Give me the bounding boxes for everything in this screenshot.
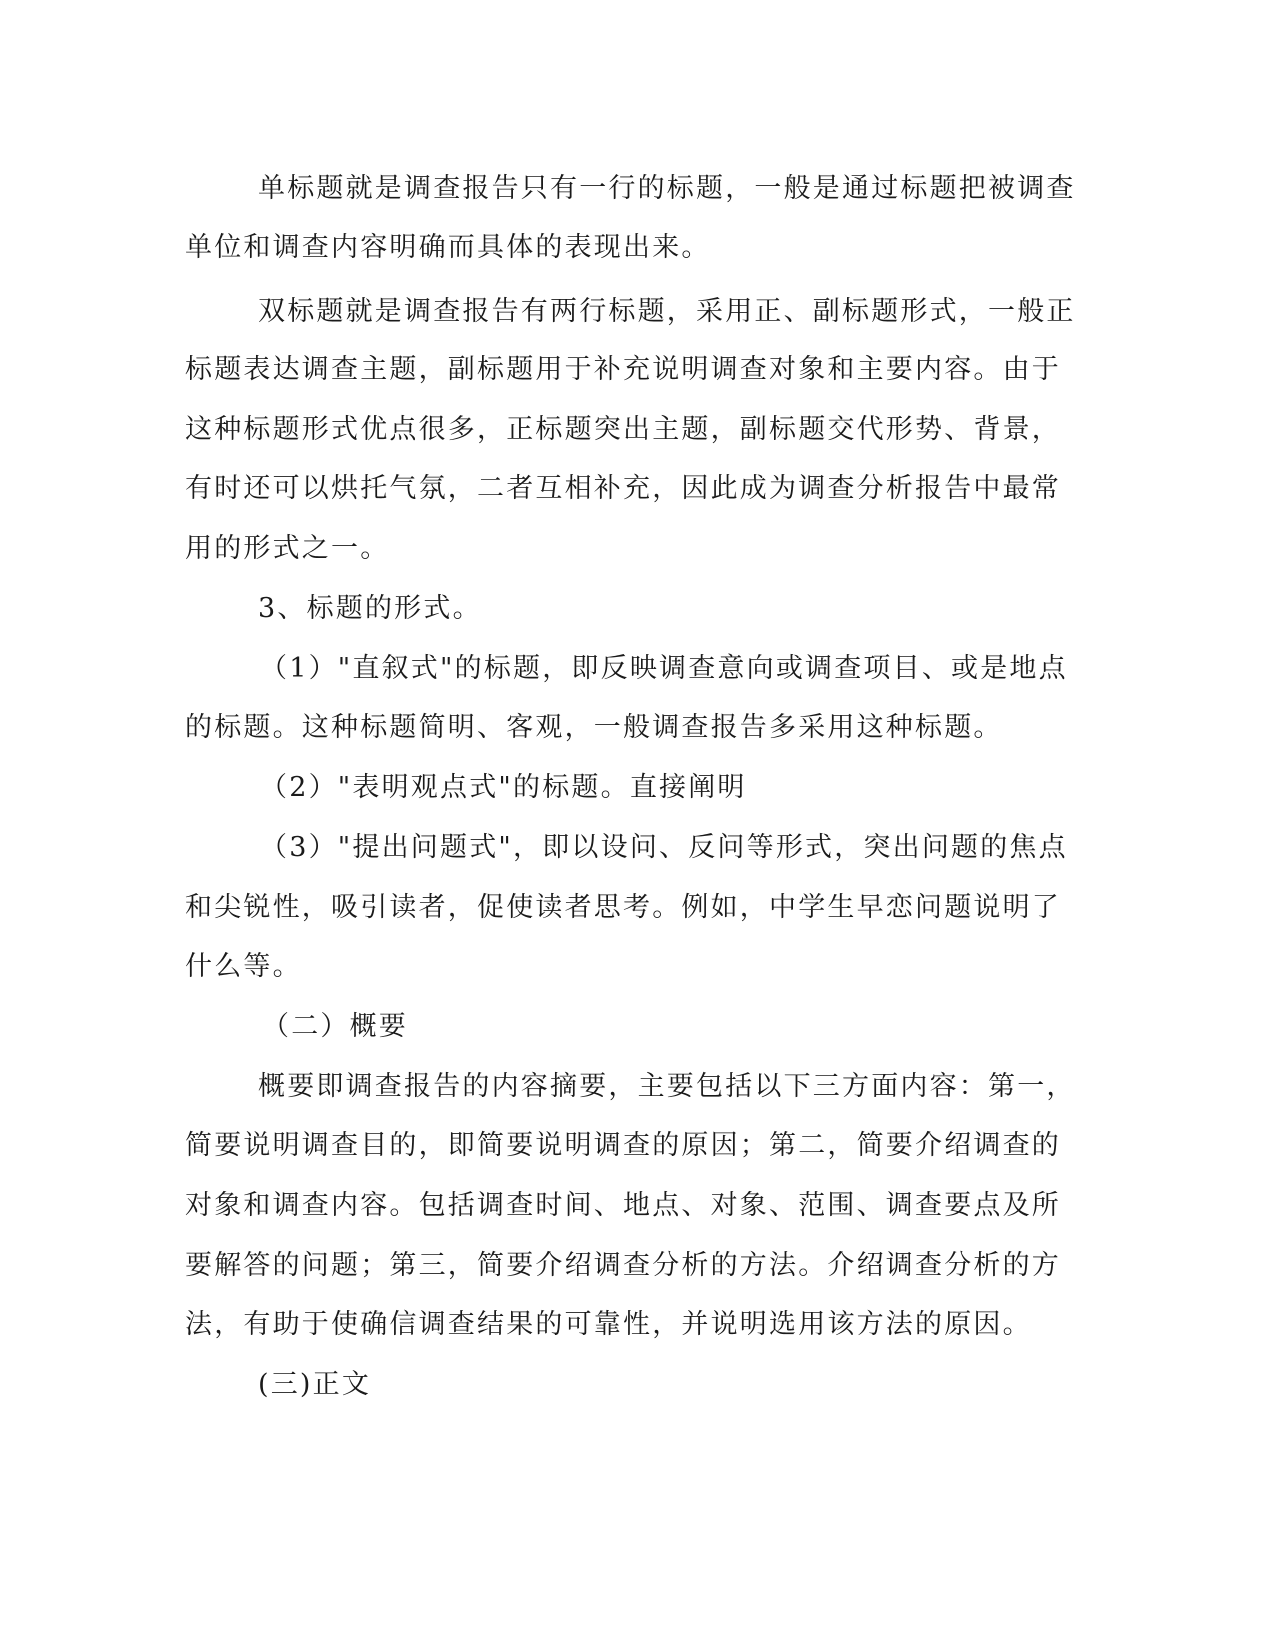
paragraph-double-title-line-4: 有时还可以烘托气氛，二者互相补充，因此成为调查分析报告中最常	[185, 473, 1061, 504]
heading-title-forms: 3、标题的形式。	[258, 593, 482, 624]
paragraph-double-title-line-5: 用的形式之一。	[185, 533, 390, 564]
paragraph-summary-line-4: 要解答的问题；第三，简要介绍调查分析的方法。介绍调查分析的方	[185, 1250, 1061, 1281]
item-1-line-2: 的标题。这种标题简明、客观，一般调查报告多采用这种标题。	[185, 712, 1003, 743]
item-2-line-1: （2）"表明观点式"的标题。直接阐明	[260, 772, 747, 803]
paragraph-single-title-line-1: 单标题就是调查报告只有一行的标题，一般是通过标题把被调查	[258, 173, 1076, 204]
item-1-line-1: （1）"直叙式"的标题，即反映调查意向或调查项目、或是地点	[260, 653, 1068, 684]
paragraph-single-title-line-2: 单位和调查内容明确而具体的表现出来。	[185, 232, 711, 263]
item-3-line-2: 和尖锐性，吸引读者，促使读者思考。例如，中学生早恋问题说明了	[185, 892, 1061, 923]
paragraph-double-title-line-3: 这种标题形式优点很多，正标题突出主题，副标题交代形势、背景，	[185, 414, 1061, 445]
paragraph-double-title-line-2: 标题表达调查主题，副标题用于补充说明调查对象和主要内容。由于	[185, 354, 1061, 385]
item-3-line-3: 什么等。	[185, 951, 302, 982]
paragraph-double-title-line-1: 双标题就是调查报告有两行标题，采用正、副标题形式，一般正	[258, 296, 1076, 327]
heading-summary: （二）概要	[262, 1011, 408, 1042]
heading-main-body: (三)正文	[258, 1369, 372, 1400]
paragraph-summary-line-1: 概要即调查报告的内容摘要，主要包括以下三方面内容：第一，	[258, 1071, 1076, 1102]
paragraph-summary-line-5: 法，有助于使确信调查结果的可靠性，并说明选用该方法的原因。	[185, 1309, 1032, 1340]
item-3-line-1: （3）"提出问题式"，即以设问、反问等形式，突出问题的焦点	[260, 832, 1068, 863]
paragraph-summary-line-2: 简要说明调查目的，即简要说明调查的原因；第二，简要介绍调查的	[185, 1130, 1061, 1161]
paragraph-summary-line-3: 对象和调查内容。包括调查时间、地点、对象、范围、调查要点及所	[185, 1190, 1061, 1221]
